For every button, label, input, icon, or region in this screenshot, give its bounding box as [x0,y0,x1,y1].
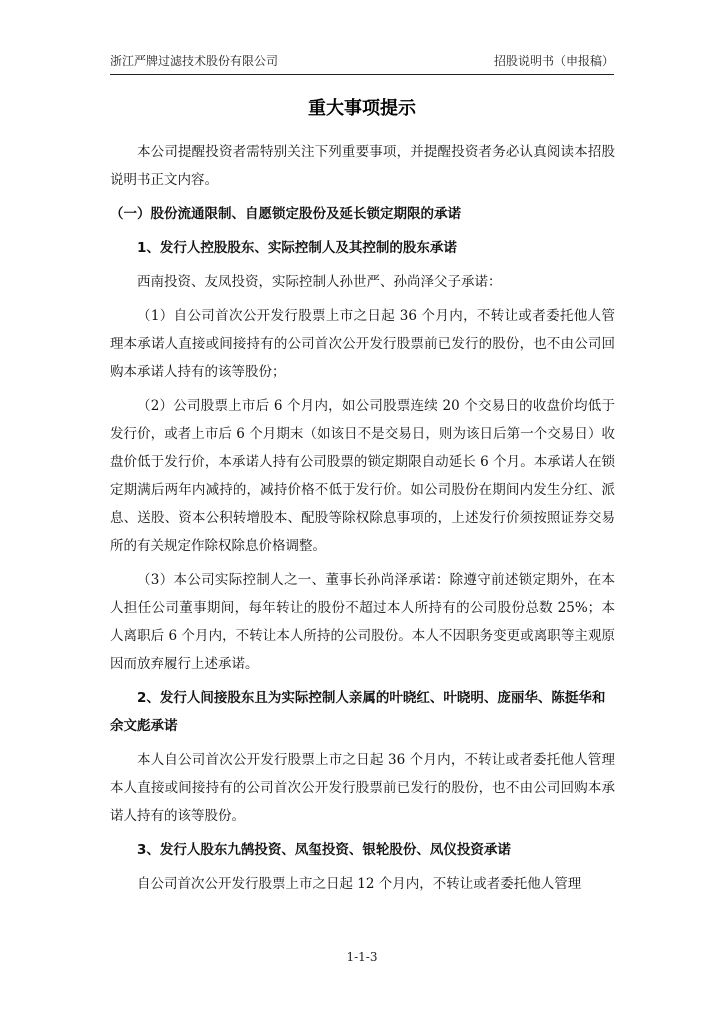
subsection-heading-3: 3、发行人股东九鹄投资、凤玺投资、银轮股份、凤仪投资承诺 [137,842,511,858]
subsection-heading-1: 1、发行人控股股东、实际控制人及其控制的股东承诺 [137,240,457,256]
page-title: 重大事项提示 [308,98,416,119]
intro-paragraph: 本公司提醒投资者需特别关注下列重要事项，并提醒投资者务必认真阅读本招股说明书正文内容。 [110,144,615,188]
subsection-3-paragraph-1: 自公司首次公开发行股票上市之日起 12 个月内，不转让或者委托他人管理 [137,876,582,892]
document-body [110,138,615,898]
section-heading-1: （一）股份流通限制、自愿锁定股份及延长锁定期限的承诺 [110,206,461,222]
header-company-name: 浙江严牌过滤技术股份有限公司 [110,54,279,68]
subsection-1-paragraph-1: （1）自公司首次公开发行股票上市之日起 36 个月内，不转让或者委托他人管理本承诺人直接或间接持有的公司首次公开发行股票前已发行的股份，也不由公司回购本承诺人持有的该等股份； [110,308,615,380]
subsection-1-lead: 西南投资、友凤投资，实际控制人孙世严、孙尚泽父子承诺： [137,274,502,290]
subsection-2-paragraph-1: 本人自公司首次公开发行股票上市之日起 36 个月内，不转让或者委托他人管理本人直接或间接持有的公司首次公开发行股票前已发行的股份，也不由公司回购本承诺人持有的该等股份。 [110,752,615,824]
page-header [110,52,614,75]
subsection-1-paragraph-2: （2）公司股票上市后 6 个月内，如公司股票连续 20 个交易日的收盘价均低于发行价，或者上市后 6 个月期末（如该日不是交易日，则为该日后第一个交易日）收盘价低于发行价，本承诺人持有公司股票的锁定期限自动延长 6 个月。本承诺人在锁定期满后两年内减持的，减持价格不低于发行价。如公司股份在期间内发生分红、派息、送股、资本公积转增股本、配股等除权除息事项的，上述发行价须按照证券交易所的有关规定作除权除息价格调整。 [110,398,615,554]
header-document-type: 招股说明书（申报稿） [493,54,614,68]
subsection-1-paragraph-3: （3）本公司实际控制人之一、董事长孙尚泽承诺：除遵守前述锁定期外，在本人担任公司董事期间，每年转让的股份不超过本人所持有的公司股份总数 25%；本人离职后 6 个月内，不转让本人所持的公司股份。本人不因职务变更或离职等主观原因而放弃履行上述承诺。 [110,572,615,672]
page-number: 1-1-3 [346,950,378,964]
subsection-heading-2: 2、发行人间接股东且为实际控制人亲属的叶晓红、叶晓明、庞丽华、陈挺华和余文彪承诺 [110,690,606,734]
